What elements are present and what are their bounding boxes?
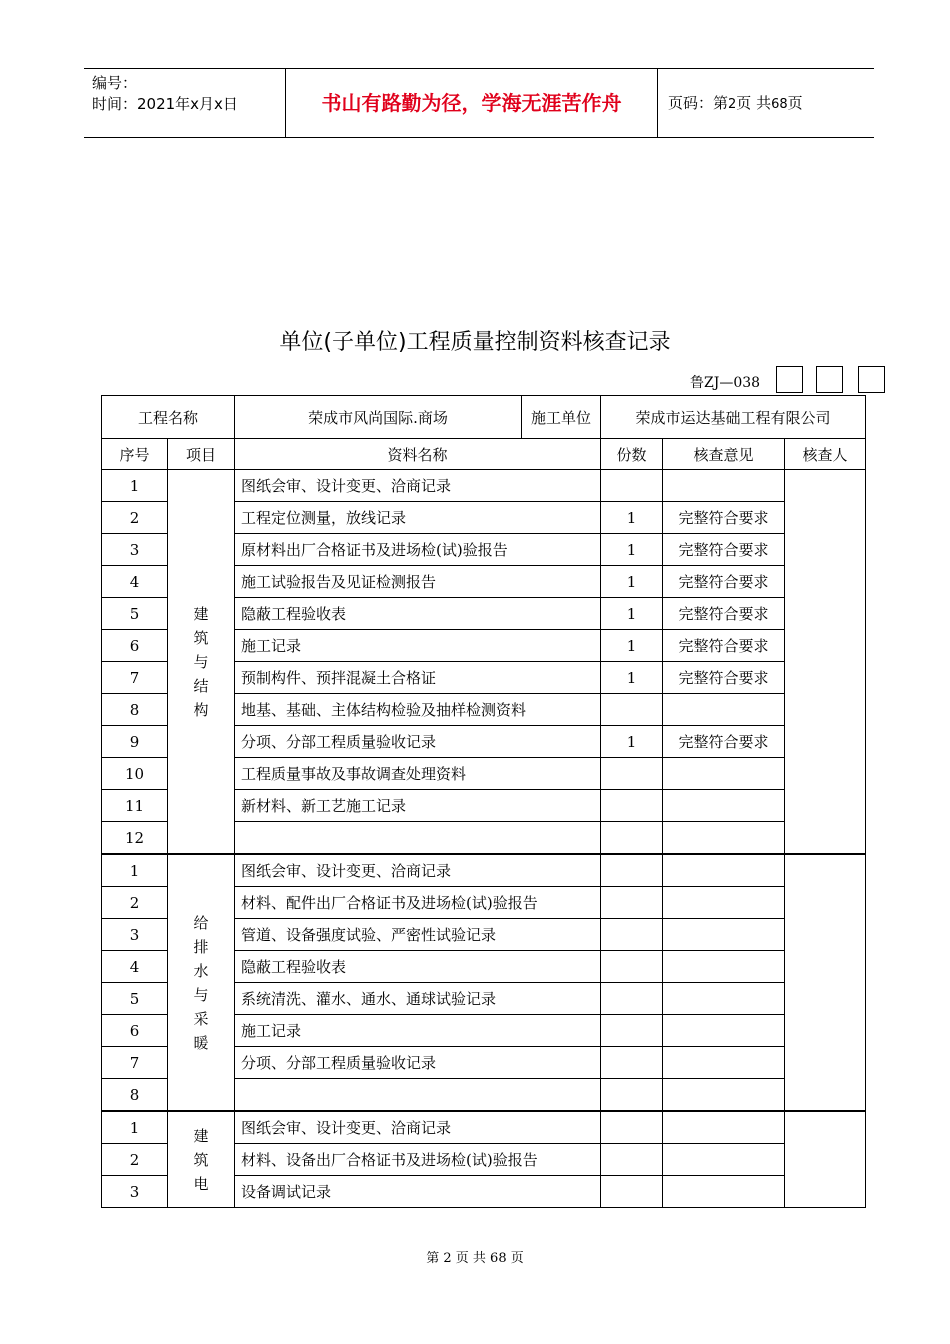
row-document-name: 施工记录 — [235, 630, 601, 662]
row-copies[interactable] — [601, 470, 663, 502]
row-opinion[interactable] — [663, 758, 785, 790]
row-seq: 4 — [102, 566, 168, 598]
row-document-name: 预制构件、预拌混凝土合格证 — [235, 662, 601, 694]
row-seq: 7 — [102, 1047, 168, 1079]
row-seq: 7 — [102, 662, 168, 694]
row-opinion[interactable] — [663, 822, 785, 855]
project-name-value: 荣成市风尚国际.商场 — [235, 396, 522, 439]
row-copies[interactable]: 1 — [601, 630, 663, 662]
section-label-char: 暖 — [193, 1033, 209, 1052]
col-copies: 份数 — [601, 439, 663, 470]
page-total: 68 — [771, 97, 788, 112]
row-copies[interactable] — [601, 790, 663, 822]
page-footer: 第 2 页 共 68 页 — [426, 1251, 524, 1266]
header-motto: 书山有路勤为径，学海无涯苦作舟 — [321, 91, 622, 115]
row-document-name: 地基、基础、主体结构检验及抽样检测资料 — [235, 694, 601, 726]
row-document-name: 工程定位测量，放线记录 — [235, 502, 601, 534]
code-box[interactable] — [858, 366, 885, 393]
section-label — [168, 854, 235, 1111]
row-seq: 2 — [102, 887, 168, 919]
builder-value: 荣成市运达基础工程有限公司 — [601, 396, 866, 439]
row-document-name: 分项、分部工程质量验收记录 — [235, 726, 601, 758]
row-opinion[interactable] — [663, 887, 785, 919]
row-opinion[interactable] — [663, 1111, 785, 1144]
row-seq: 3 — [102, 534, 168, 566]
col-item: 项目 — [168, 439, 235, 470]
row-seq: 3 — [102, 919, 168, 951]
row-opinion[interactable]: 完整符合要求 — [663, 662, 785, 694]
inspection-table — [101, 395, 866, 1208]
row-seq: 12 — [102, 822, 168, 855]
row-copies[interactable]: 1 — [601, 726, 663, 758]
row-document-name: 原材料出厂合格证书及进场检(试)验报告 — [235, 534, 601, 566]
row-seq: 1 — [102, 1111, 168, 1144]
header-meta — [92, 73, 282, 115]
row-copies[interactable] — [601, 983, 663, 1015]
row-opinion[interactable] — [663, 1144, 785, 1176]
row-seq: 1 — [102, 470, 168, 502]
row-opinion[interactable] — [663, 790, 785, 822]
row-document-name: 施工记录 — [235, 1015, 601, 1047]
row-document-name — [235, 822, 601, 855]
section-label — [168, 470, 235, 855]
row-opinion[interactable] — [663, 694, 785, 726]
row-opinion[interactable] — [663, 919, 785, 951]
row-document-name: 图纸会审、设计变更、洽商记录 — [235, 854, 601, 887]
section-label-char: 建 — [193, 1126, 209, 1145]
project-name-label: 工程名称 — [102, 396, 235, 439]
page-prefix: 页码：第 — [668, 94, 729, 112]
column-header-row — [102, 439, 866, 470]
row-copies[interactable] — [601, 1079, 663, 1112]
row-copies[interactable]: 1 — [601, 534, 663, 566]
row-seq: 4 — [102, 951, 168, 983]
row-document-name: 材料、设备出厂合格证书及进场检(试)验报告 — [235, 1144, 601, 1176]
section-label-char: 采 — [193, 1009, 209, 1028]
row-copies[interactable] — [601, 1015, 663, 1047]
section-checker[interactable] — [785, 854, 866, 1111]
header-divider — [657, 69, 658, 137]
row-opinion[interactable] — [663, 983, 785, 1015]
row-seq: 3 — [102, 1176, 168, 1208]
row-opinion[interactable] — [663, 470, 785, 502]
row-seq: 8 — [102, 1079, 168, 1112]
row-opinion[interactable]: 完整符合要求 — [663, 630, 785, 662]
section-label-char: 结 — [193, 676, 209, 695]
row-opinion[interactable]: 完整符合要求 — [663, 534, 785, 566]
row-opinion[interactable]: 完整符合要求 — [663, 566, 785, 598]
row-seq: 6 — [102, 1015, 168, 1047]
row-document-name: 隐蔽工程验收表 — [235, 598, 601, 630]
row-copies[interactable] — [601, 822, 663, 855]
row-opinion[interactable]: 完整符合要求 — [663, 598, 785, 630]
page-header — [84, 68, 874, 138]
col-name: 资料名称 — [235, 439, 601, 470]
section-label — [168, 1111, 235, 1208]
row-copies[interactable] — [601, 1047, 663, 1079]
section-checker[interactable] — [785, 1111, 866, 1208]
row-document-name: 设备调试记录 — [235, 1176, 601, 1208]
section-checker[interactable] — [785, 470, 866, 855]
info-row — [102, 396, 866, 439]
row-document-name: 分项、分部工程质量验收记录 — [235, 1047, 601, 1079]
row-seq: 5 — [102, 983, 168, 1015]
row-seq: 1 — [102, 854, 168, 887]
time-label: 时间：2021年x月x日 — [92, 95, 238, 113]
row-copies[interactable] — [601, 919, 663, 951]
row-document-name: 隐蔽工程验收表 — [235, 951, 601, 983]
row-document-name: 材料、配件出厂合格证书及进场检(试)验报告 — [235, 887, 601, 919]
table-row — [102, 854, 866, 887]
row-document-name: 新材料、新工艺施工记录 — [235, 790, 601, 822]
row-copies[interactable] — [601, 694, 663, 726]
row-copies[interactable] — [601, 1111, 663, 1144]
row-opinion[interactable] — [663, 1015, 785, 1047]
row-copies[interactable]: 1 — [601, 662, 663, 694]
row-opinion[interactable] — [663, 1079, 785, 1112]
row-opinion[interactable]: 完整符合要求 — [663, 502, 785, 534]
page-current: 2 — [728, 97, 737, 112]
row-copies[interactable]: 1 — [601, 566, 663, 598]
code-box[interactable] — [816, 366, 843, 393]
row-opinion[interactable] — [663, 1047, 785, 1079]
row-opinion[interactable]: 完整符合要求 — [663, 726, 785, 758]
row-seq: 8 — [102, 694, 168, 726]
row-document-name: 工程质量事故及事故调查处理资料 — [235, 758, 601, 790]
row-document-name: 管道、设备强度试验、严密性试验记录 — [235, 919, 601, 951]
row-document-name: 施工试验报告及见证检测报告 — [235, 566, 601, 598]
col-checker: 核查人 — [785, 439, 866, 470]
section-label-char: 排 — [193, 937, 209, 956]
code-box[interactable] — [776, 366, 803, 393]
section-label-char: 与 — [193, 652, 209, 671]
row-document-name: 图纸会审、设计变更、洽商记录 — [235, 470, 601, 502]
page-mid: 页 共 — [736, 94, 772, 112]
row-copies[interactable] — [601, 1176, 663, 1208]
header-page-number — [668, 69, 803, 137]
col-seq: 序号 — [102, 439, 168, 470]
builder-label: 施工单位 — [522, 396, 601, 439]
form-code: 鲁ZJ—038 — [690, 375, 761, 391]
row-copies[interactable]: 1 — [601, 502, 663, 534]
section-label-char: 与 — [193, 985, 209, 1004]
section-label-char: 构 — [193, 700, 209, 719]
document-title: 单位(子单位)工程质量控制资料核查记录 — [279, 330, 671, 355]
row-document-name — [235, 1079, 601, 1112]
table-row — [102, 1111, 866, 1144]
row-opinion[interactable] — [663, 854, 785, 887]
row-copies[interactable] — [601, 887, 663, 919]
row-seq: 2 — [102, 1144, 168, 1176]
number-label: 编号： — [92, 74, 138, 92]
row-copies[interactable]: 1 — [601, 598, 663, 630]
row-seq: 6 — [102, 630, 168, 662]
page-suffix: 页 — [787, 94, 803, 112]
row-seq: 10 — [102, 758, 168, 790]
table-row — [102, 470, 866, 502]
row-opinion[interactable] — [663, 1176, 785, 1208]
row-copies[interactable] — [601, 1144, 663, 1176]
row-seq: 9 — [102, 726, 168, 758]
row-seq: 2 — [102, 502, 168, 534]
section-label-char: 筑 — [193, 1150, 209, 1169]
row-copies[interactable] — [601, 854, 663, 887]
section-label-char: 电 — [193, 1174, 209, 1193]
col-opinion: 核查意见 — [663, 439, 785, 470]
row-copies[interactable] — [601, 951, 663, 983]
row-document-name: 图纸会审、设计变更、洽商记录 — [235, 1111, 601, 1144]
section-label-char: 给 — [193, 913, 209, 932]
row-seq: 5 — [102, 598, 168, 630]
row-copies[interactable] — [601, 758, 663, 790]
section-label-char: 水 — [193, 961, 209, 980]
section-label-char: 筑 — [193, 628, 209, 647]
row-seq: 11 — [102, 790, 168, 822]
section-label-char: 建 — [193, 604, 209, 623]
row-document-name: 系统清洗、灌水、通水、通球试验记录 — [235, 983, 601, 1015]
row-opinion[interactable] — [663, 951, 785, 983]
